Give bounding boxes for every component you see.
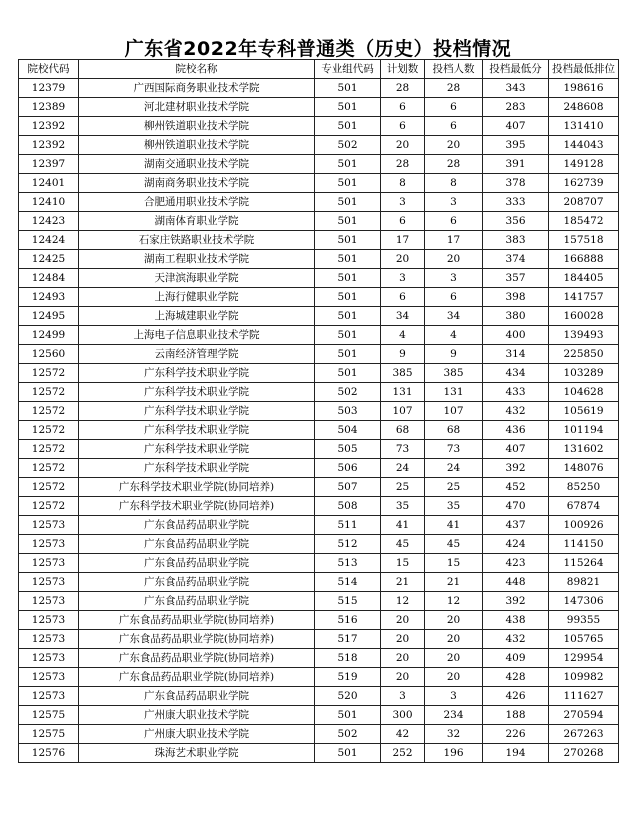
cell-school-code: 12410 — [19, 193, 79, 212]
table-row — [19, 136, 619, 155]
cell-min-score: 383 — [483, 231, 549, 250]
table-row — [19, 497, 619, 516]
cell-plan-count: 34 — [381, 307, 425, 326]
cell-plan-count: 4 — [381, 326, 425, 345]
cell-admitted-count: 17 — [425, 231, 483, 250]
cell-group-code: 511 — [315, 516, 381, 535]
cell-min-rank: 103289 — [549, 364, 619, 383]
cell-min-score: 432 — [483, 630, 549, 649]
cell-admitted-count: 24 — [425, 459, 483, 478]
cell-min-score: 426 — [483, 687, 549, 706]
table-row — [19, 592, 619, 611]
table-row — [19, 459, 619, 478]
cell-admitted-count: 25 — [425, 478, 483, 497]
cell-group-code: 501 — [315, 364, 381, 383]
column-header-min-rank: 投档最低排位 — [549, 60, 619, 79]
table-row — [19, 668, 619, 687]
cell-plan-count: 6 — [381, 117, 425, 136]
cell-school-name: 广东食品药品职业学院 — [79, 535, 315, 554]
cell-school-code: 12397 — [19, 155, 79, 174]
cell-group-code: 501 — [315, 155, 381, 174]
cell-plan-count: 20 — [381, 250, 425, 269]
cell-admitted-count: 6 — [425, 98, 483, 117]
cell-school-code: 12573 — [19, 668, 79, 687]
cell-school-code: 12423 — [19, 212, 79, 231]
cell-admitted-count: 12 — [425, 592, 483, 611]
table-row — [19, 231, 619, 250]
cell-min-score: 356 — [483, 212, 549, 231]
cell-group-code: 502 — [315, 383, 381, 402]
cell-school-name: 广东科学技术职业学院 — [79, 402, 315, 421]
cell-group-code: 501 — [315, 326, 381, 345]
cell-min-score: 424 — [483, 535, 549, 554]
cell-school-name: 广州康大职业技术学院 — [79, 706, 315, 725]
cell-plan-count: 17 — [381, 231, 425, 250]
cell-group-code: 514 — [315, 573, 381, 592]
cell-min-rank: 147306 — [549, 592, 619, 611]
cell-min-rank: 225850 — [549, 345, 619, 364]
cell-admitted-count: 20 — [425, 649, 483, 668]
cell-group-code: 518 — [315, 649, 381, 668]
cell-school-name: 广东食品药品职业学院 — [79, 516, 315, 535]
cell-min-score: 392 — [483, 459, 549, 478]
cell-min-rank: 270594 — [549, 706, 619, 725]
cell-school-name: 广东食品药品职业学院 — [79, 554, 315, 573]
cell-admitted-count: 20 — [425, 611, 483, 630]
cell-min-rank: 141757 — [549, 288, 619, 307]
table-header-row — [19, 60, 619, 79]
cell-admitted-count: 34 — [425, 307, 483, 326]
cell-group-code: 501 — [315, 174, 381, 193]
cell-group-code: 517 — [315, 630, 381, 649]
cell-plan-count: 8 — [381, 174, 425, 193]
cell-min-rank: 148076 — [549, 459, 619, 478]
cell-min-rank: 208707 — [549, 193, 619, 212]
cell-school-name: 广东食品药品职业学院 — [79, 592, 315, 611]
cell-admitted-count: 21 — [425, 573, 483, 592]
cell-school-code: 12576 — [19, 744, 79, 763]
cell-school-code: 12392 — [19, 136, 79, 155]
cell-min-rank: 198616 — [549, 79, 619, 98]
cell-min-score: 428 — [483, 668, 549, 687]
cell-group-code: 505 — [315, 440, 381, 459]
cell-min-rank: 248608 — [549, 98, 619, 117]
cell-plan-count: 9 — [381, 345, 425, 364]
cell-admitted-count: 3 — [425, 269, 483, 288]
cell-group-code: 501 — [315, 706, 381, 725]
cell-school-code: 12575 — [19, 725, 79, 744]
cell-plan-count: 20 — [381, 649, 425, 668]
table-row — [19, 706, 619, 725]
cell-plan-count: 3 — [381, 193, 425, 212]
cell-school-code: 12495 — [19, 307, 79, 326]
cell-school-code: 12493 — [19, 288, 79, 307]
cell-plan-count: 41 — [381, 516, 425, 535]
table-row — [19, 193, 619, 212]
table-row — [19, 535, 619, 554]
cell-admitted-count: 20 — [425, 668, 483, 687]
cell-admitted-count: 41 — [425, 516, 483, 535]
cell-admitted-count: 20 — [425, 250, 483, 269]
cell-school-code: 12572 — [19, 440, 79, 459]
cell-school-name: 湖南交通职业技术学院 — [79, 155, 315, 174]
cell-school-name: 柳州铁道职业技术学院 — [79, 117, 315, 136]
cell-school-code: 12425 — [19, 250, 79, 269]
cell-school-code: 12573 — [19, 611, 79, 630]
cell-min-score: 188 — [483, 706, 549, 725]
cell-min-rank: 184405 — [549, 269, 619, 288]
cell-min-score: 452 — [483, 478, 549, 497]
cell-admitted-count: 6 — [425, 117, 483, 136]
cell-admitted-count: 234 — [425, 706, 483, 725]
admission-table — [18, 59, 619, 763]
cell-school-name: 湖南商务职业技术学院 — [79, 174, 315, 193]
cell-min-score: 438 — [483, 611, 549, 630]
column-header-min-score: 投档最低分 — [483, 60, 549, 79]
cell-school-code: 12573 — [19, 535, 79, 554]
cell-admitted-count: 3 — [425, 687, 483, 706]
column-header-plan-count: 计划数 — [381, 60, 425, 79]
cell-min-rank: 104628 — [549, 383, 619, 402]
cell-school-name: 广东食品药品职业学院 — [79, 573, 315, 592]
cell-group-code: 501 — [315, 250, 381, 269]
cell-group-code: 501 — [315, 117, 381, 136]
cell-plan-count: 131 — [381, 383, 425, 402]
cell-school-code: 12573 — [19, 554, 79, 573]
cell-min-score: 226 — [483, 725, 549, 744]
cell-group-code: 501 — [315, 345, 381, 364]
cell-school-code: 12572 — [19, 402, 79, 421]
cell-school-name: 广东科学技术职业学院 — [79, 440, 315, 459]
cell-school-code: 12572 — [19, 383, 79, 402]
cell-plan-count: 252 — [381, 744, 425, 763]
cell-min-rank: 149128 — [549, 155, 619, 174]
table-body — [19, 79, 619, 763]
cell-min-score: 448 — [483, 573, 549, 592]
table-row — [19, 79, 619, 98]
cell-school-code: 12572 — [19, 421, 79, 440]
cell-plan-count: 28 — [381, 79, 425, 98]
cell-group-code: 501 — [315, 307, 381, 326]
table-row — [19, 98, 619, 117]
cell-school-name: 广东食品药品职业学院(协同培养) — [79, 668, 315, 687]
cell-plan-count: 25 — [381, 478, 425, 497]
cell-admitted-count: 32 — [425, 725, 483, 744]
cell-school-code: 12573 — [19, 649, 79, 668]
cell-plan-count: 20 — [381, 136, 425, 155]
cell-min-score: 407 — [483, 440, 549, 459]
cell-min-score: 398 — [483, 288, 549, 307]
table-row — [19, 345, 619, 364]
table-row — [19, 307, 619, 326]
table-row — [19, 516, 619, 535]
cell-group-code: 512 — [315, 535, 381, 554]
cell-min-score: 391 — [483, 155, 549, 174]
cell-min-score: 194 — [483, 744, 549, 763]
cell-admitted-count: 15 — [425, 554, 483, 573]
cell-school-name: 广州康大职业技术学院 — [79, 725, 315, 744]
cell-min-score: 343 — [483, 79, 549, 98]
cell-plan-count: 6 — [381, 98, 425, 117]
cell-min-rank: 160028 — [549, 307, 619, 326]
cell-admitted-count: 196 — [425, 744, 483, 763]
cell-min-score: 436 — [483, 421, 549, 440]
table-row — [19, 250, 619, 269]
cell-group-code: 503 — [315, 402, 381, 421]
cell-plan-count: 28 — [381, 155, 425, 174]
column-header-admitted-count: 投档人数 — [425, 60, 483, 79]
cell-plan-count: 73 — [381, 440, 425, 459]
cell-min-score: 400 — [483, 326, 549, 345]
cell-min-score: 378 — [483, 174, 549, 193]
cell-plan-count: 12 — [381, 592, 425, 611]
cell-min-rank: 131602 — [549, 440, 619, 459]
cell-plan-count: 21 — [381, 573, 425, 592]
cell-min-rank: 89821 — [549, 573, 619, 592]
cell-plan-count: 20 — [381, 611, 425, 630]
cell-min-score: 392 — [483, 592, 549, 611]
cell-group-code: 519 — [315, 668, 381, 687]
cell-school-name: 湖南体育职业学院 — [79, 212, 315, 231]
cell-group-code: 516 — [315, 611, 381, 630]
table-row — [19, 212, 619, 231]
cell-min-rank: 115264 — [549, 554, 619, 573]
cell-admitted-count: 20 — [425, 136, 483, 155]
column-header-school-code: 院校代码 — [19, 60, 79, 79]
cell-school-code: 12572 — [19, 459, 79, 478]
table-row — [19, 402, 619, 421]
cell-school-name: 珠海艺术职业学院 — [79, 744, 315, 763]
column-header-group-code: 专业组代码 — [315, 60, 381, 79]
cell-school-name: 上海电子信息职业技术学院 — [79, 326, 315, 345]
page-title: 广东省2022年专科普通类（历史）投档情况 — [124, 38, 512, 60]
cell-plan-count: 20 — [381, 668, 425, 687]
cell-min-score: 434 — [483, 364, 549, 383]
table-row — [19, 611, 619, 630]
cell-min-score: 407 — [483, 117, 549, 136]
cell-school-name: 上海行健职业学院 — [79, 288, 315, 307]
cell-plan-count: 3 — [381, 269, 425, 288]
cell-school-name: 河北建材职业技术学院 — [79, 98, 315, 117]
cell-min-score: 409 — [483, 649, 549, 668]
table-row — [19, 421, 619, 440]
cell-admitted-count: 8 — [425, 174, 483, 193]
table-row — [19, 174, 619, 193]
cell-plan-count: 6 — [381, 212, 425, 231]
cell-min-score: 314 — [483, 345, 549, 364]
cell-plan-count: 24 — [381, 459, 425, 478]
cell-admitted-count: 385 — [425, 364, 483, 383]
cell-min-score: 283 — [483, 98, 549, 117]
cell-school-name: 湖南工程职业技术学院 — [79, 250, 315, 269]
cell-plan-count: 300 — [381, 706, 425, 725]
table-row — [19, 554, 619, 573]
table-row — [19, 630, 619, 649]
cell-school-name: 广东科学技术职业学院 — [79, 421, 315, 440]
cell-school-name: 广东食品药品职业学院(协同培养) — [79, 649, 315, 668]
cell-plan-count: 42 — [381, 725, 425, 744]
cell-min-rank: 101194 — [549, 421, 619, 440]
cell-plan-count: 45 — [381, 535, 425, 554]
cell-min-rank: 162739 — [549, 174, 619, 193]
cell-school-code: 12573 — [19, 687, 79, 706]
cell-min-score: 433 — [483, 383, 549, 402]
cell-min-rank: 109982 — [549, 668, 619, 687]
cell-school-code: 12573 — [19, 573, 79, 592]
cell-min-rank: 144043 — [549, 136, 619, 155]
cell-plan-count: 6 — [381, 288, 425, 307]
cell-school-name: 广东科学技术职业学院 — [79, 459, 315, 478]
cell-school-code: 12575 — [19, 706, 79, 725]
cell-group-code: 507 — [315, 478, 381, 497]
cell-min-rank: 114150 — [549, 535, 619, 554]
table-row — [19, 649, 619, 668]
cell-min-score: 432 — [483, 402, 549, 421]
cell-min-rank: 166888 — [549, 250, 619, 269]
cell-group-code: 515 — [315, 592, 381, 611]
cell-school-code: 12392 — [19, 117, 79, 136]
cell-min-score: 395 — [483, 136, 549, 155]
cell-plan-count: 68 — [381, 421, 425, 440]
cell-plan-count: 3 — [381, 687, 425, 706]
cell-school-name: 广东食品药品职业学院 — [79, 687, 315, 706]
cell-school-name: 合肥通用职业技术学院 — [79, 193, 315, 212]
cell-admitted-count: 73 — [425, 440, 483, 459]
cell-min-score: 437 — [483, 516, 549, 535]
cell-school-code: 12573 — [19, 630, 79, 649]
cell-school-code: 12389 — [19, 98, 79, 117]
table-row — [19, 440, 619, 459]
cell-admitted-count: 28 — [425, 155, 483, 174]
cell-admitted-count: 35 — [425, 497, 483, 516]
cell-admitted-count: 3 — [425, 193, 483, 212]
cell-group-code: 501 — [315, 212, 381, 231]
cell-admitted-count: 6 — [425, 288, 483, 307]
column-header-school-name: 院校名称 — [79, 60, 315, 79]
cell-group-code: 520 — [315, 687, 381, 706]
cell-school-name: 广东食品药品职业学院(协同培养) — [79, 611, 315, 630]
cell-school-name: 上海城建职业学院 — [79, 307, 315, 326]
cell-min-rank: 105765 — [549, 630, 619, 649]
table-row — [19, 383, 619, 402]
cell-admitted-count: 6 — [425, 212, 483, 231]
cell-group-code: 501 — [315, 744, 381, 763]
cell-school-code: 12573 — [19, 516, 79, 535]
cell-school-name: 石家庄铁路职业技术学院 — [79, 231, 315, 250]
table-row — [19, 117, 619, 136]
cell-min-score: 423 — [483, 554, 549, 573]
cell-min-rank: 85250 — [549, 478, 619, 497]
cell-school-code: 12560 — [19, 345, 79, 364]
cell-school-name: 广西国际商务职业技术学院 — [79, 79, 315, 98]
cell-group-code: 501 — [315, 79, 381, 98]
table-row — [19, 155, 619, 174]
cell-group-code: 502 — [315, 725, 381, 744]
cell-min-rank: 270268 — [549, 744, 619, 763]
table-row — [19, 573, 619, 592]
cell-group-code: 508 — [315, 497, 381, 516]
cell-min-rank: 267263 — [549, 725, 619, 744]
cell-school-name: 天津滨海职业学院 — [79, 269, 315, 288]
cell-admitted-count: 9 — [425, 345, 483, 364]
cell-group-code: 501 — [315, 288, 381, 307]
cell-admitted-count: 45 — [425, 535, 483, 554]
cell-school-code: 12572 — [19, 497, 79, 516]
cell-group-code: 513 — [315, 554, 381, 573]
cell-min-rank: 131410 — [549, 117, 619, 136]
cell-admitted-count: 4 — [425, 326, 483, 345]
cell-school-name: 广东科学技术职业学院(协同培养) — [79, 497, 315, 516]
cell-group-code: 504 — [315, 421, 381, 440]
cell-plan-count: 35 — [381, 497, 425, 516]
table-row — [19, 269, 619, 288]
table-row — [19, 687, 619, 706]
cell-school-code: 12499 — [19, 326, 79, 345]
cell-school-name: 广东科学技术职业学院 — [79, 364, 315, 383]
table-row — [19, 326, 619, 345]
cell-min-score: 380 — [483, 307, 549, 326]
cell-school-code: 12573 — [19, 592, 79, 611]
cell-admitted-count: 131 — [425, 383, 483, 402]
cell-min-score: 470 — [483, 497, 549, 516]
cell-group-code: 501 — [315, 193, 381, 212]
cell-min-rank: 139493 — [549, 326, 619, 345]
cell-school-code: 12401 — [19, 174, 79, 193]
table-row — [19, 478, 619, 497]
cell-min-rank: 99355 — [549, 611, 619, 630]
cell-group-code: 501 — [315, 269, 381, 288]
cell-school-name: 广东科学技术职业学院(协同培养) — [79, 478, 315, 497]
cell-min-rank: 67874 — [549, 497, 619, 516]
cell-min-rank: 157518 — [549, 231, 619, 250]
cell-plan-count: 107 — [381, 402, 425, 421]
cell-min-score: 374 — [483, 250, 549, 269]
cell-group-code: 501 — [315, 231, 381, 250]
cell-admitted-count: 28 — [425, 79, 483, 98]
cell-school-name: 云南经济管理学院 — [79, 345, 315, 364]
cell-min-rank: 185472 — [549, 212, 619, 231]
table-row — [19, 744, 619, 763]
cell-min-rank: 111627 — [549, 687, 619, 706]
cell-min-rank: 100926 — [549, 516, 619, 535]
cell-admitted-count: 68 — [425, 421, 483, 440]
cell-plan-count: 385 — [381, 364, 425, 383]
table-row — [19, 288, 619, 307]
cell-min-score: 333 — [483, 193, 549, 212]
cell-group-code: 506 — [315, 459, 381, 478]
cell-school-code: 12572 — [19, 478, 79, 497]
cell-school-name: 广东科学技术职业学院 — [79, 383, 315, 402]
cell-admitted-count: 107 — [425, 402, 483, 421]
cell-admitted-count: 20 — [425, 630, 483, 649]
cell-group-code: 501 — [315, 98, 381, 117]
cell-school-code: 12572 — [19, 364, 79, 383]
cell-min-rank: 105619 — [549, 402, 619, 421]
table-row — [19, 725, 619, 744]
cell-min-rank: 129954 — [549, 649, 619, 668]
cell-group-code: 502 — [315, 136, 381, 155]
table-row — [19, 364, 619, 383]
cell-plan-count: 20 — [381, 630, 425, 649]
cell-plan-count: 15 — [381, 554, 425, 573]
cell-school-name: 广东食品药品职业学院(协同培养) — [79, 630, 315, 649]
cell-min-score: 357 — [483, 269, 549, 288]
cell-school-name: 柳州铁道职业技术学院 — [79, 136, 315, 155]
cell-school-code: 12484 — [19, 269, 79, 288]
cell-school-code: 12379 — [19, 79, 79, 98]
cell-school-code: 12424 — [19, 231, 79, 250]
